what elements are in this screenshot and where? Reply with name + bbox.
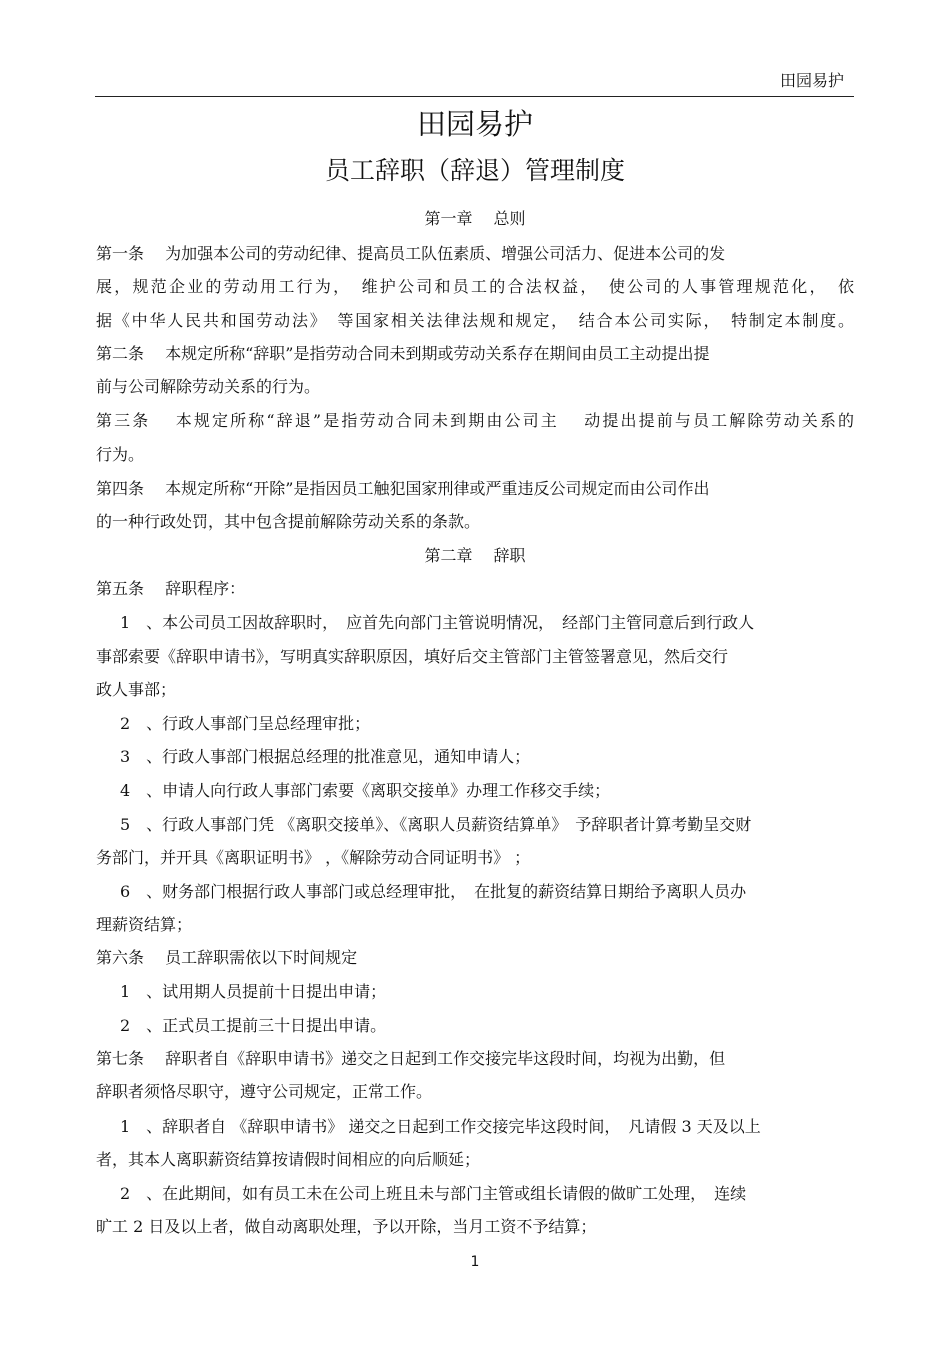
list-item-line: 5 、行政人事部门凭 《离职交接单》、《离职人员薪资结算单》 予辞职者计算考勤呈交财 xyxy=(120,815,752,834)
list-item-line: 2 、行政人事部门呈总经理审批； xyxy=(120,714,371,733)
article-line: 第六条 员工辞职需依以下时间规定 xyxy=(96,948,358,967)
list-item-line: 者，其本人离职薪资结算按请假时间相应的向后顺延； xyxy=(96,1150,481,1169)
article-line: 据《中华人民共和国劳动法》 等国家相关法律法规和规定， 结合本公司实际， 特制定本制度。 xyxy=(96,311,854,330)
list-item-line: 2 、正式员工提前三十日提出申请。 xyxy=(120,1016,387,1035)
list-item-line: 1 、本公司员工因故辞职时， 应首先向部门主管说明情况， 经部门主管同意后到行政人 xyxy=(120,613,755,632)
article-line: 前与公司解除劳动关系的行为。 xyxy=(96,377,321,396)
article-line: 第四条 本规定所称“开除”是指因员工触犯国家刑律或严重违反公司规定而由公司作出 xyxy=(96,479,710,498)
list-item-line: 4 、申请人向行政人事部门索要《离职交接单》办理工作移交手续； xyxy=(120,781,611,800)
article-line: 第一条 为加强本公司的劳动纪律、提高员工队伍素质、增强公司活力、促进本公司的发 xyxy=(96,244,726,263)
list-item-line: 2 、在此期间，如有员工未在公司上班且未与部门主管或组长请假的做旷工处理， 连续 xyxy=(120,1184,747,1203)
list-item-line: 务部门，并开具《离职证明书》 ，《解除劳动合同证明书》 ； xyxy=(96,848,531,867)
article-line: 辞职者须恪尽职守，遵守公司规定，正常工作。 xyxy=(96,1082,433,1101)
list-item-line: 3 、行政人事部门根据总经理的批准意见，通知申请人； xyxy=(120,747,531,766)
list-item-line: 旷工 2 日及以上者，做自动离职处理，予以开除，当月工资不予结算； xyxy=(96,1217,597,1236)
list-item-line: 理薪资结算； xyxy=(96,915,193,934)
chapter-heading: 第一章 总则 xyxy=(424,209,526,228)
article-line: 第三条 本规定所称“辞退”是指劳动合同未到期由公司主 动提出提前与员工解除劳动关系的 xyxy=(96,411,854,430)
running-header: 田园易护 xyxy=(779,71,844,90)
article-line: 第五条 辞职程序： xyxy=(96,579,246,598)
list-item-line: 事部索要《辞职申请书》，写明真实辞职原因，填好后交主管部门主管签署意见，然后交行 xyxy=(96,647,729,666)
article-line: 展，规范企业的劳动用工行为， 维护公司和员工的合法权益， 使公司的人事管理规范化， 依 xyxy=(96,277,854,296)
list-item-line: 6 、财务部门根据行政人事部门或总经理审批， 在批复的薪资结算日期给予离职人员办 xyxy=(120,882,747,901)
list-item-line: 1 、辞职者自 《辞职申请书》 递交之日起到工作交接完毕这段时间， 凡请假 3 天及以上 xyxy=(120,1117,761,1136)
page-number: 1 xyxy=(470,1254,480,1270)
list-item-line: 政人事部； xyxy=(96,680,177,699)
header-rule xyxy=(95,96,854,97)
article-line: 的一种行政处罚，其中包含提前解除劳动关系的条款。 xyxy=(96,512,481,531)
article-line: 行为。 xyxy=(96,445,145,464)
article-line: 第二条 本规定所称“辞职”是指劳动合同未到期或劳动关系存在期间由员工主动提出提 xyxy=(96,344,710,363)
document-title: 田园易护 xyxy=(416,107,533,141)
document-subtitle: 员工辞职（辞退）管理制度 xyxy=(324,156,625,185)
list-item-line: 1 、试用期人员提前十日提出申请； xyxy=(120,982,387,1001)
chapter-heading: 第二章 辞职 xyxy=(424,546,526,565)
article-line: 第七条 辞职者自《辞职申请书》递交之日起到工作交接完毕这段时间，均视为出勤，但 xyxy=(96,1049,726,1068)
